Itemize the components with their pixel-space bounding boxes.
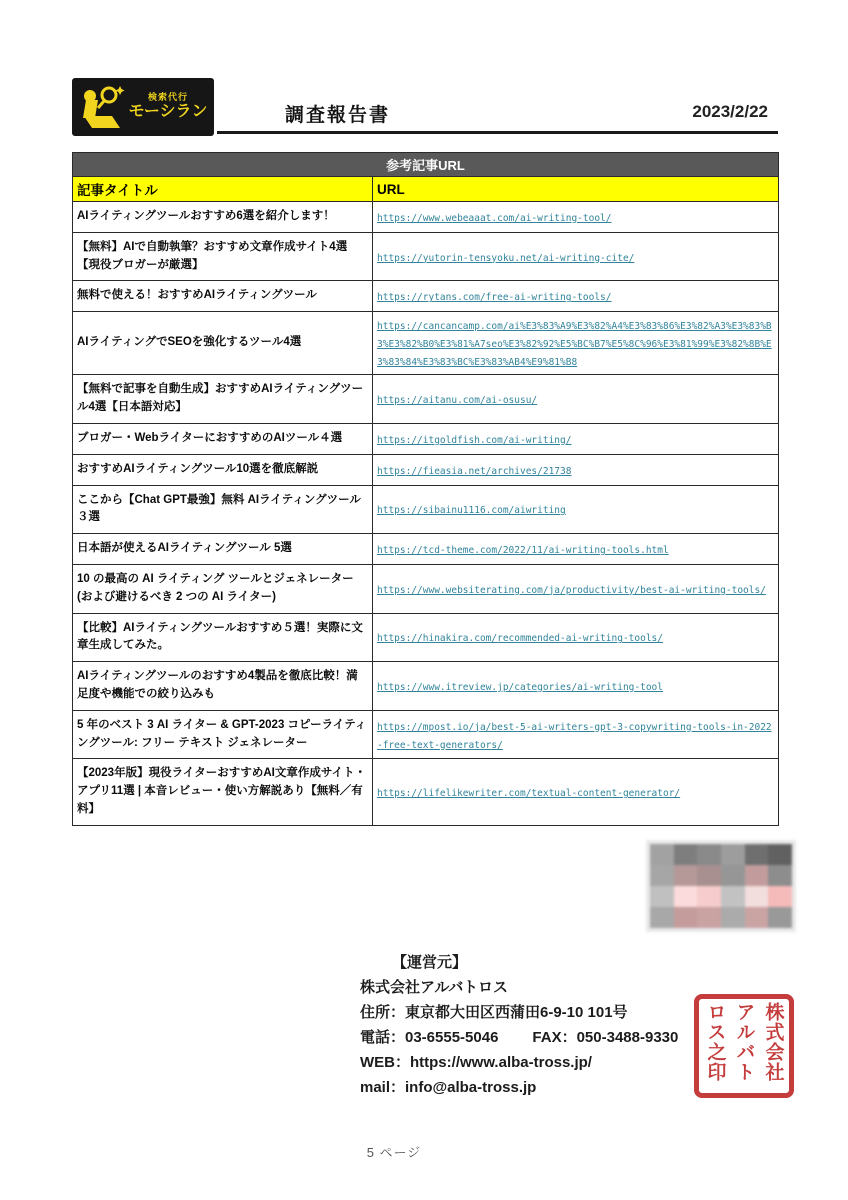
table-row <box>73 759 779 825</box>
company-address: 住所：東京都大田区西蒲田6-9-10 101号 <box>360 1003 628 1021</box>
mosaic-cell <box>721 907 745 928</box>
article-url-link[interactable]: https://sibainu1116.com/aiwriting <box>377 505 566 517</box>
report-header <box>72 78 778 136</box>
article-url-link[interactable]: https://tcd-theme.com/2022/11/ai-writing-tools.html <box>377 545 669 557</box>
company-web: WEB：https://www.alba-tross.jp/ <box>360 1053 592 1071</box>
mosaic-cell <box>768 886 792 907</box>
mosaic-cell <box>721 886 745 907</box>
article-title: 日本語が使えるAIライティングツール 5選 <box>73 534 373 565</box>
article-title: AIライティングツールのおすすめ4製品を徹底比較！満足度や機能での絞り込みも <box>73 662 373 711</box>
mosaic-cell <box>721 844 745 865</box>
mosaic-cell <box>674 886 698 907</box>
mosaic-cell <box>674 844 698 865</box>
mosaic-cell <box>768 865 792 886</box>
report-title: 調査報告書 <box>285 105 391 126</box>
article-url-link[interactable]: https://lifelikewriter.com/textual-content-generator/ <box>377 788 681 800</box>
column-header-title: 記事タイトル <box>73 177 373 202</box>
company-logo <box>72 78 214 136</box>
table-row <box>73 312 779 375</box>
company-seal <box>694 994 794 1098</box>
column-header-url: URL <box>373 177 779 202</box>
table-row <box>73 485 779 534</box>
article-url-link[interactable]: https://aitanu.com/ai-osusu/ <box>377 395 538 407</box>
mosaic-cell <box>697 844 721 865</box>
report-date: 2023/2/22 <box>692 102 768 121</box>
mosaic-cell <box>768 844 792 865</box>
article-url-link[interactable]: https://hinakira.com/recommended-ai-writing-tools/ <box>377 633 663 645</box>
seal-text: 株式会社アルバトロス之印 <box>704 1001 784 1082</box>
article-title: 【無料】AIで自動執筆？おすすめ文章作成サイト4選【現役ブロガーが厳選】 <box>73 232 373 281</box>
article-title: 無料で使える！おすすめAIライティングツール <box>73 281 373 312</box>
table-row <box>73 232 779 281</box>
mascot-magnifier-icon <box>76 82 128 132</box>
article-url-link[interactable]: https://www.websiterating.com/ja/productivity/best-ai-writing-tools/ <box>377 584 766 596</box>
table-row <box>73 613 779 662</box>
table-row <box>73 454 779 485</box>
logo-text-block <box>128 93 208 120</box>
table-row <box>73 710 779 759</box>
article-url-link[interactable]: https://cancancamp.com/ai%E3%83%A9%E3%82%A4%E3%83%86%E3%82%A3%E3%83%B3%E3%82%B0%E3%81%A7seo%E3%82%92%E5%BC%B7%E5%8C%96%E3%81%99%E3%82%8B%E3%83%84%E3%83%BC%E3%83%AB4%E9%81%B8 <box>377 321 772 369</box>
table-row <box>73 375 779 424</box>
company-name: 株式会社アルバトロス <box>360 978 509 996</box>
mosaic-cell <box>721 865 745 886</box>
article-url-link[interactable]: https://www.webeaaat.com/ai-writing-tool/ <box>377 212 612 224</box>
article-title: 5 年のベスト 3 AI ライター & GPT-2023 コピーライティングツール: フリー テキスト ジェネレーター <box>73 710 373 759</box>
article-title: AIライティングツールおすすめ6選を紹介します！ <box>73 202 373 233</box>
logo-tagline: 検索代行 <box>147 92 188 103</box>
company-fax: FAX：050-3488-9330 <box>532 1028 679 1046</box>
table-row <box>73 202 779 233</box>
article-url-link[interactable]: https://rytans.com/free-ai-writing-tools/ <box>377 292 612 304</box>
table-row <box>73 423 779 454</box>
censored-image-mosaic <box>650 844 792 928</box>
table-row <box>73 662 779 711</box>
operator-heading: 【運営元】 <box>392 953 468 971</box>
company-mail: mail：info@alba-tross.jp <box>360 1078 537 1096</box>
article-url-link[interactable]: https://yutorin-tensyoku.net/ai-writing-cite/ <box>377 252 635 264</box>
article-title: ここから【Chat GPT最強】無料 AIライティングツール３選 <box>73 485 373 534</box>
article-title: 【無料で記事を自動生成】おすすめAIライティングツール4選【日本語対応】 <box>73 375 373 424</box>
mosaic-cell <box>697 886 721 907</box>
article-url-link[interactable]: https://www.itreview.jp/categories/ai-writing-tool <box>377 682 663 693</box>
reference-url-table <box>72 152 779 826</box>
mosaic-cell <box>745 865 769 886</box>
mosaic-cell <box>674 907 698 928</box>
logo-brand: モーシラン <box>128 103 208 121</box>
mosaic-cell <box>650 907 674 928</box>
article-title: 【比較】AIライティングツールおすすめ５選！実際に文章生成してみた。 <box>73 613 373 662</box>
mosaic-cell <box>745 844 769 865</box>
page-number: 5 ページ <box>366 1145 422 1160</box>
mosaic-cell <box>697 907 721 928</box>
mosaic-cell <box>697 865 721 886</box>
header-divider <box>217 131 778 134</box>
mosaic-cell <box>745 907 769 928</box>
mosaic-cell <box>745 886 769 907</box>
article-url-link[interactable]: https://itgoldfish.com/ai-writing/ <box>377 434 572 446</box>
article-title: AIライティングでSEOを強化するツール4選 <box>73 312 373 375</box>
table-row <box>73 564 779 613</box>
mosaic-cell <box>674 865 698 886</box>
table-row <box>73 281 779 312</box>
article-url-link[interactable]: https://mpost.io/ja/best-5-ai-writers-gpt-3-copywriting-tools-in-2022-free-text-generators/ <box>377 721 772 751</box>
article-url-link[interactable]: https://fieasia.net/archives/21738 <box>377 465 572 477</box>
operator-info <box>360 950 784 1100</box>
article-title: ブロガー・WebライターにおすすめのAIツール４選 <box>73 423 373 454</box>
mosaic-cell <box>650 886 674 907</box>
article-title: 10 の最高の AI ライティング ツールとジェネレーター (および避けるべき 2 つの AI ライター) <box>73 564 373 613</box>
table-caption: 参考記事URL <box>73 153 779 177</box>
article-title: 【2023年版】現役ライターおすすめAI文章作成サイト・アプリ11選 | 本音レビュー・使い方解説あり【無料／有料】 <box>73 759 373 825</box>
company-phone: 電話：03-6555-5046 <box>360 1028 499 1046</box>
mosaic-cell <box>650 865 674 886</box>
table-row <box>73 534 779 565</box>
article-title: おすすめAIライティングツール10選を徹底解説 <box>73 454 373 485</box>
mosaic-cell <box>650 844 674 865</box>
mosaic-cell <box>768 907 792 928</box>
